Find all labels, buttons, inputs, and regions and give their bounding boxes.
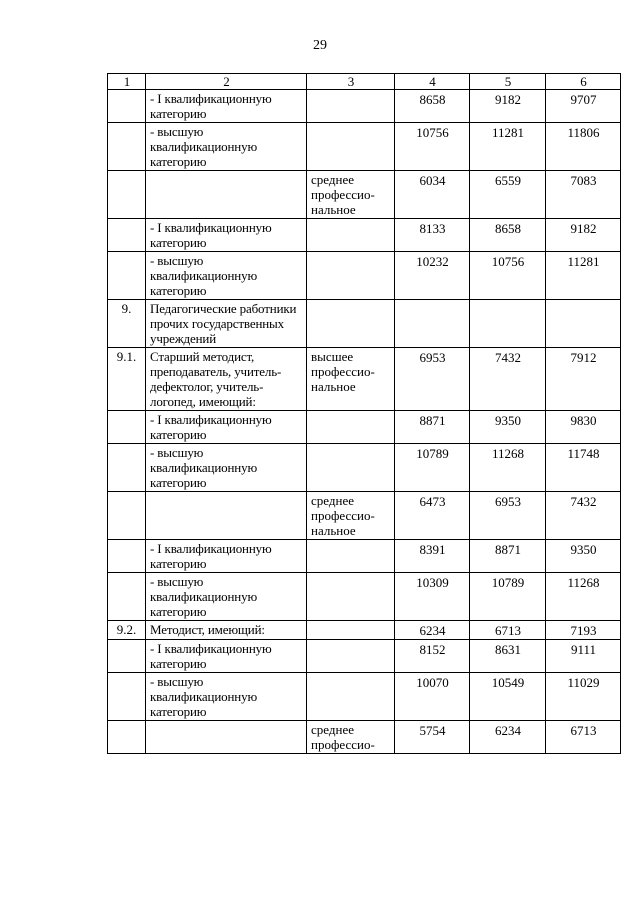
table-row [108,673,621,721]
position-cell: Старший методист, преподаватель, учитель-дефектолог, учитель-логопед, имеющий: [146,348,307,411]
salary-cell-4: 6473 [395,492,470,540]
position-cell: - I квалификационную категорию [146,90,307,123]
salary-cell-5: 10789 [470,573,546,621]
position-cell: - I квалификационную категорию [146,540,307,573]
salary-cell-6: 11748 [546,444,621,492]
education-cell [307,444,395,492]
position-cell: - высшую квалификационную категорию [146,123,307,171]
salary-cell-5: 11281 [470,123,546,171]
table-row [108,540,621,573]
salary-cell-4: 6953 [395,348,470,411]
salary-cell-6: 9111 [546,640,621,673]
salary-cell-5: 7432 [470,348,546,411]
table-row [108,621,621,640]
salary-cell-4: 5754 [395,721,470,754]
position-cell: - высшую квалификационную категорию [146,444,307,492]
table-row [108,444,621,492]
salary-cell-6: 7432 [546,492,621,540]
salary-table [107,73,621,754]
education-cell: высшее профессио-нальное [307,348,395,411]
salary-cell-6: 11029 [546,673,621,721]
row-number-cell [108,90,146,123]
position-cell: - I квалификационную категорию [146,219,307,252]
salary-cell-4: 6234 [395,621,470,640]
salary-cell-4: 8658 [395,90,470,123]
row-number-cell [108,444,146,492]
education-cell: среднее профессио-нальное [307,171,395,219]
row-number-cell [108,219,146,252]
position-cell: Педагогические работники прочих государственных учреждений [146,300,307,348]
salary-cell-5: 6713 [470,621,546,640]
education-cell: среднее профессио-нальное [307,492,395,540]
education-cell [307,300,395,348]
position-cell [146,171,307,219]
row-number-cell [108,721,146,754]
education-cell: среднее профессио- [307,721,395,754]
row-number-cell [108,573,146,621]
salary-cell-5: 8631 [470,640,546,673]
position-cell: - I квалификационную категорию [146,640,307,673]
table-row [108,411,621,444]
table-row [108,171,621,219]
salary-cell-4: 8133 [395,219,470,252]
table-row [108,300,621,348]
education-cell [307,123,395,171]
row-number-cell [108,540,146,573]
table-header-row [108,74,621,90]
header-cell: 1 [108,74,146,90]
education-cell [307,219,395,252]
position-cell [146,721,307,754]
table-body [108,90,621,754]
table-row [108,348,621,411]
education-cell [307,252,395,300]
salary-cell-6: 11281 [546,252,621,300]
row-number-cell [108,252,146,300]
table-row [108,90,621,123]
table-row [108,252,621,300]
salary-cell-5: 10549 [470,673,546,721]
salary-cell-4: 10309 [395,573,470,621]
salary-cell-5: 6953 [470,492,546,540]
salary-cell-4 [395,300,470,348]
salary-cell-6: 7193 [546,621,621,640]
row-number-cell [108,411,146,444]
salary-cell-6: 9830 [546,411,621,444]
row-number-cell [108,171,146,219]
position-cell: - высшую квалификационную категорию [146,573,307,621]
salary-cell-5: 6234 [470,721,546,754]
education-cell [307,573,395,621]
salary-cell-5: 9182 [470,90,546,123]
position-cell: - высшую квалификационную категорию [146,673,307,721]
table-row [108,123,621,171]
table-row [108,219,621,252]
row-number-cell [108,640,146,673]
salary-cell-6: 7083 [546,171,621,219]
salary-cell-5: 9350 [470,411,546,444]
salary-cell-6: 9350 [546,540,621,573]
header-cell: 3 [307,74,395,90]
salary-cell-6: 7912 [546,348,621,411]
table-row [108,721,621,754]
education-cell [307,673,395,721]
salary-cell-4: 6034 [395,171,470,219]
table-row [108,640,621,673]
salary-cell-5: 11268 [470,444,546,492]
position-cell: Методист, имеющий: [146,621,307,640]
salary-cell-5: 8658 [470,219,546,252]
table-row [108,492,621,540]
salary-cell-6: 9182 [546,219,621,252]
row-number-cell: 9.1. [108,348,146,411]
header-cell: 6 [546,74,621,90]
salary-cell-4: 10756 [395,123,470,171]
salary-cell-6: 9707 [546,90,621,123]
row-number-cell: 9. [108,300,146,348]
salary-cell-5: 6559 [470,171,546,219]
position-cell: - I квалификационную категорию [146,411,307,444]
salary-cell-4: 8871 [395,411,470,444]
education-cell [307,90,395,123]
salary-cell-5 [470,300,546,348]
row-number-cell [108,673,146,721]
position-cell [146,492,307,540]
salary-cell-6: 11806 [546,123,621,171]
education-cell [307,540,395,573]
education-cell [307,411,395,444]
salary-cell-5: 8871 [470,540,546,573]
page-number: 29 [313,38,327,53]
salary-cell-4: 8152 [395,640,470,673]
salary-cell-6: 6713 [546,721,621,754]
row-number-cell [108,492,146,540]
salary-cell-4: 8391 [395,540,470,573]
header-cell: 5 [470,74,546,90]
salary-cell-4: 10070 [395,673,470,721]
salary-cell-4: 10232 [395,252,470,300]
row-number-cell [108,123,146,171]
salary-cell-6 [546,300,621,348]
row-number-cell: 9.2. [108,621,146,640]
salary-cell-5: 10756 [470,252,546,300]
education-cell [307,640,395,673]
header-cell: 2 [146,74,307,90]
table-row [108,573,621,621]
salary-cell-4: 10789 [395,444,470,492]
salary-cell-6: 11268 [546,573,621,621]
education-cell [307,621,395,640]
position-cell: - высшую квалификационную категорию [146,252,307,300]
header-cell: 4 [395,74,470,90]
